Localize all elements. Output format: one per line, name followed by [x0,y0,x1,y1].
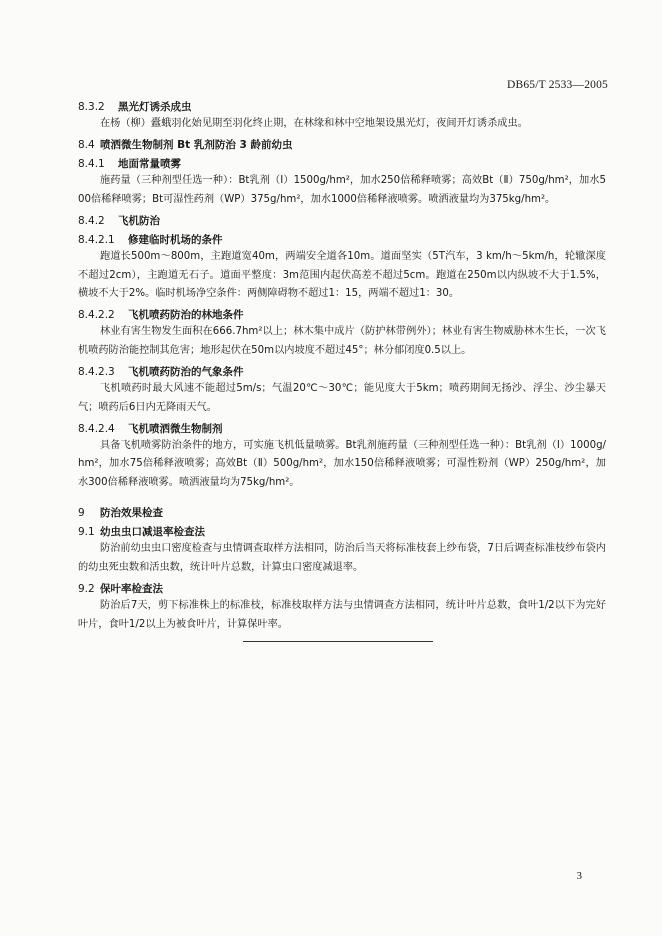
section-paragraph: 林业有害生物发生面积在666.7hm²以上；林木集中成片（防护林带例外）；林业有害生物威胁林木生长，一次飞机喷药防治能控制其危害；地形起伏在50m以内坡度不超过45°；林分郁闭度0.5以上。 [78,326,606,356]
section-heading [78,422,606,436]
section-heading [78,100,606,114]
section-heading [78,233,606,247]
section-number: 9 [78,507,85,520]
section-number: 8.4 [78,139,95,152]
document-body [78,95,606,634]
section-number: 8.4.2.4 [78,423,115,436]
section-number: 9.1 [78,526,95,539]
section-heading [78,308,606,322]
section-title: 幼虫虫口减退率检查法 [100,526,205,539]
section-heading [78,582,606,596]
section-heading [78,365,606,379]
section-heading [78,157,606,171]
section-title: 修建临时机场的条件 [128,234,223,247]
section-title: 喷洒微生物制剂 Bt 乳剂防治 3 龄前幼虫 [100,139,293,152]
section-number: 8.4.2.3 [78,366,115,379]
section-heading [78,214,606,228]
section-title: 飞机防治 [118,215,160,228]
section-title: 飞机喷药防治的气象条件 [128,366,244,379]
document-id: DB65/T 2533—2005 [506,79,608,91]
section-heading [78,138,606,152]
page-number: 3 [576,870,582,882]
section-paragraph: 具备飞机喷雾防治条件的地方，可实施飞机低量喷雾。Bt乳剂施药量（三种剂型任选一种）：Bt乳剂（Ⅰ）1000g/hm²，加水75倍稀释液喷雾；高效Bt（Ⅱ）500g/hm²，加水150倍稀释液喷雾；可湿性粉剂（WP）250g/hm²，加水300倍稀释液喷雾。喷洒液量均为75kg/hm²。 [78,440,606,488]
section-title: 飞机喷药防治的林地条件 [128,309,244,322]
section-title: 保叶率检查法 [100,583,163,596]
section-heading [78,506,606,520]
section-title: 飞机喷洒微生物制剂 [128,423,223,436]
section-paragraph: 在杨（柳）蠹蛾羽化始见期至羽化终止期，在林缘和林中空地架设黑光灯，夜间开灯诱杀成虫。 [100,118,528,129]
section-number: 8.4.2.1 [78,234,115,247]
section-number: 8.3.2 [78,101,105,113]
section-paragraph: 防治前幼虫虫口密度检查与虫情调查取样方法相同，防治后当天将标准枝套上纱布袋，7日后调查标准枝纱布袋内的幼虫死虫数和活虫数，统计叶片总数，计算虫口密度减退率。 [78,543,606,573]
section-number: 8.4.1 [78,158,105,171]
section-heading [78,525,606,539]
end-rule [243,641,433,642]
section-number: 8.4.2 [78,215,105,228]
section-number: 9.2 [78,583,95,596]
section-paragraph: 飞机喷药时最大风速不能超过5m/s；气温20℃～30℃；能见度大于5km；喷药期间无扬沙、浮尘、沙尘暴天气；喷药后6日内无降雨天气。 [78,383,606,413]
section-title: 防治效果检查 [100,507,163,520]
section-title: 地面常量喷雾 [118,158,181,171]
section-paragraph: 施药量（三种剂型任选一种）：Bt乳剂（Ⅰ）1500g/hm²，加水250倍稀释喷雾；高效Bt（Ⅱ）750g/hm²，加水500倍稀释喷雾；Bt可湿性药剂（WP）375g/hm²，加水1000倍稀释液喷雾。喷洒液量均为375kg/hm²。 [78,175,606,205]
section-paragraph: 跑道长500m～800m，主跑道宽40m，两端安全道各10m。道面坚实（5T汽车，3 km/h～5km/h，轮辙深度不超过2cm），主跑道无石子。道面平整度：3m范围内起伏高差不超过5cm。跑道在250m以内纵坡不大于1.5%，横坡不大于2%。临时机场净空条件：两侧障碍物不超过1：15，两端不超过1：30。 [78,251,606,300]
section-paragraph: 防治后7天，剪下标准株上的标准枝，标准枝取样方法与虫情调查方法相同，统计叶片总数，食叶1/2以下为完好叶片，食叶1/2以上为被食叶片，计算保叶率。 [78,600,606,630]
section-title: 黑光灯诱杀成虫 [118,101,192,113]
section-number: 8.4.2.2 [78,309,115,322]
